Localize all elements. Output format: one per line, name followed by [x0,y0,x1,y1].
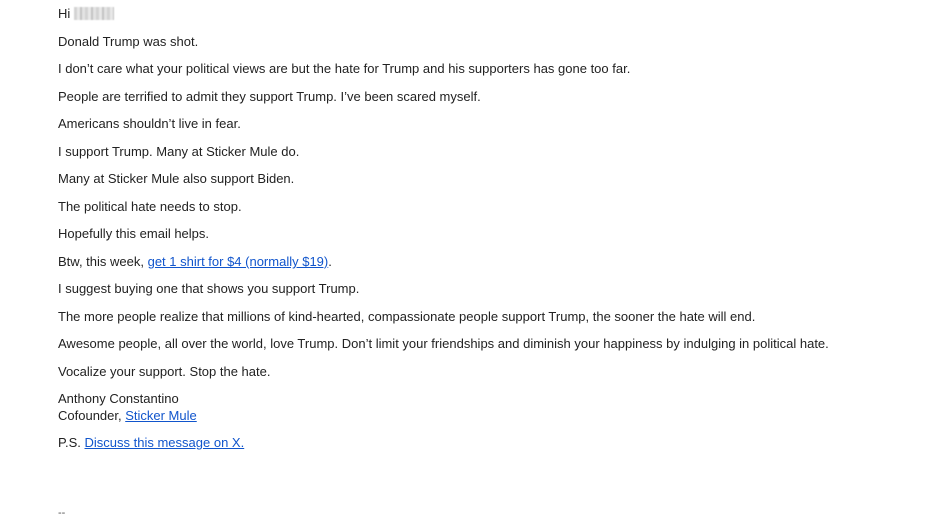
paragraph: I don’t care what your political views are but the hate for Trump and his supporters has gone too far. [58,61,631,76]
greeting-line [58,6,114,22]
paragraph: Vocalize your support. Stop the hate. [58,364,271,379]
paragraph: The political hate needs to stop. [58,199,242,214]
sticker-mule-link[interactable]: Sticker Mule [125,408,197,423]
promo-prefix: Btw, this week, [58,254,148,269]
shirt-offer-link[interactable]: get 1 shirt for $4 (normally $19) [147,254,329,269]
signature-title [58,408,197,424]
signature-title-prefix: Cofounder, [58,408,126,423]
paragraph: Americans shouldn’t live in fear. [58,116,241,131]
discuss-on-x-link[interactable]: Discuss this message on X. [84,435,245,450]
ps-prefix: P.S. [58,435,85,450]
paragraph: People are terrified to admit they support Trump. I’ve been scared myself. [58,89,481,104]
paragraph: The more people realize that millions of kind-hearted, compassionate people support Trump, the sooner the hate will end. [58,309,756,324]
signature-name: Anthony Constantino [58,391,179,406]
signature-separator: -- [58,507,66,519]
paragraph: I support Trump. Many at Sticker Mule do. [58,144,300,159]
paragraph: Many at Sticker Mule also support Biden. [58,171,295,186]
paragraph: I suggest buying one that shows you support Trump. [58,281,360,296]
paragraph: Donald Trump was shot. [58,34,199,49]
paragraph: Hopefully this email helps. [58,226,210,241]
paragraph: Awesome people, all over the world, love Trump. Don’t limit your friendships and diminish your happiness by indulging in political hate. [58,336,829,351]
greeting: Hi [58,6,71,21]
redacted-recipient-name [74,7,114,20]
ps-line [58,435,244,451]
promo-suffix: . [328,254,332,269]
promo-line [58,254,332,270]
